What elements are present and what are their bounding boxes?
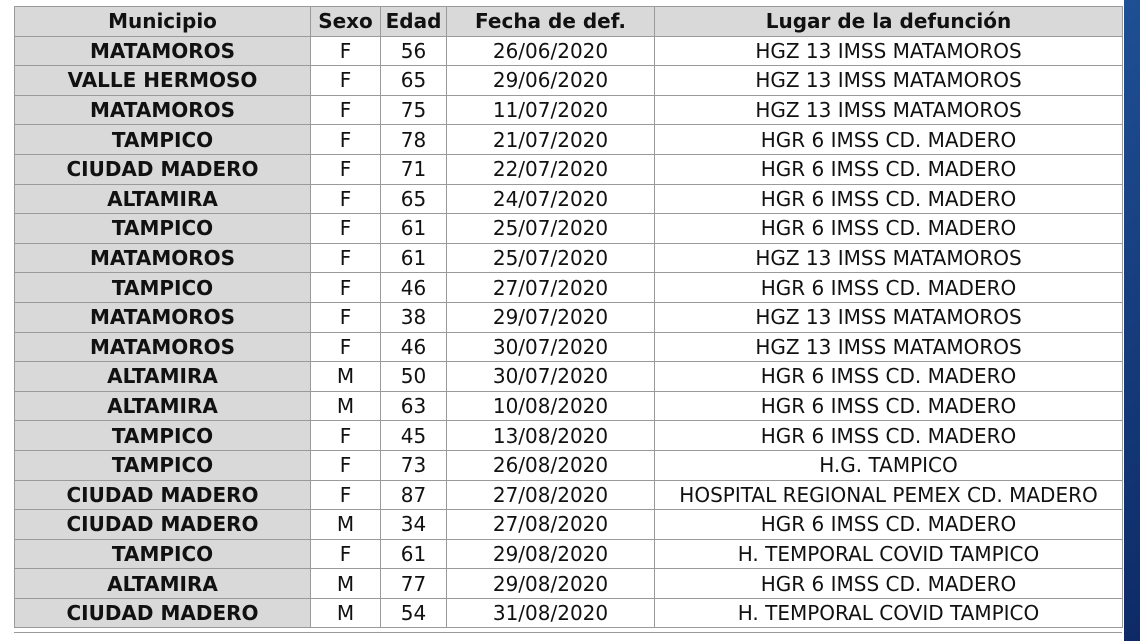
cell-edad: 63 [381,391,447,421]
cell-fecha: 30/07/2020 [447,332,655,362]
cell-edad: 61 [381,243,447,273]
table-row [15,125,1123,155]
cell-lugar: HGR 6 IMSS CD. MADERO [655,154,1123,184]
table-row [15,598,1123,628]
cell-fecha: 25/07/2020 [447,214,655,244]
header-fecha: Fecha de def. [447,7,655,37]
cell-edad: 77 [381,569,447,599]
cell-fecha: 22/07/2020 [447,154,655,184]
cell-municipio: TAMPICO [15,214,311,244]
cell-municipio: TAMPICO [15,450,311,480]
cell-municipio: CIUDAD MADERO [15,598,311,628]
cell-lugar: H.G. TAMPICO [655,450,1123,480]
cell-fecha: 27/08/2020 [447,510,655,540]
cell-sexo: M [311,510,381,540]
cell-municipio: MATAMOROS [15,95,311,125]
header-row [15,7,1123,37]
cell-fecha: 13/08/2020 [447,421,655,451]
cell-edad: 65 [381,184,447,214]
cell-edad: 71 [381,154,447,184]
cell-fecha: 29/08/2020 [447,569,655,599]
cell-lugar: HGR 6 IMSS CD. MADERO [655,362,1123,392]
cell-edad: 87 [381,480,447,510]
table-row [15,539,1123,569]
cell-sexo: F [311,95,381,125]
cell-sexo: F [311,332,381,362]
cell-fecha: 24/07/2020 [447,184,655,214]
cell-municipio: VALLE HERMOSO [15,66,311,96]
header-edad: Edad [381,7,447,37]
cell-fecha: 10/08/2020 [447,391,655,421]
cell-lugar: HGR 6 IMSS CD. MADERO [655,273,1123,303]
cell-sexo: M [311,598,381,628]
cell-municipio: TAMPICO [15,539,311,569]
table-row [15,66,1123,96]
table-row [15,95,1123,125]
cell-edad: 61 [381,214,447,244]
cell-fecha: 26/08/2020 [447,450,655,480]
table-row [15,362,1123,392]
cell-municipio: ALTAMIRA [15,391,311,421]
cell-lugar: HGZ 13 IMSS MATAMOROS [655,302,1123,332]
cell-lugar: HGR 6 IMSS CD. MADERO [655,569,1123,599]
table-row [15,421,1123,451]
cell-lugar: HGZ 13 IMSS MATAMOROS [655,243,1123,273]
cell-lugar: HOSPITAL REGIONAL PEMEX CD. MADERO [655,480,1123,510]
cell-edad: 46 [381,332,447,362]
table-row [15,510,1123,540]
cell-fecha: 29/06/2020 [447,66,655,96]
table-row [15,214,1123,244]
cell-sexo: M [311,391,381,421]
cell-sexo: M [311,569,381,599]
cell-fecha: 29/07/2020 [447,302,655,332]
cell-sexo: F [311,125,381,155]
header-municipio: Municipio [15,7,311,37]
cell-municipio: MATAMOROS [15,243,311,273]
cell-sexo: F [311,36,381,66]
cell-lugar: HGZ 13 IMSS MATAMOROS [655,95,1123,125]
cell-edad: 73 [381,450,447,480]
cell-lugar: HGR 6 IMSS CD. MADERO [655,184,1123,214]
cell-municipio: MATAMOROS [15,302,311,332]
cell-sexo: F [311,154,381,184]
deaths-table [14,6,1123,628]
table-bottom-border [14,632,1122,633]
cell-fecha: 30/07/2020 [447,362,655,392]
table-row [15,450,1123,480]
cell-municipio: ALTAMIRA [15,362,311,392]
cell-edad: 61 [381,539,447,569]
cell-lugar: HGR 6 IMSS CD. MADERO [655,391,1123,421]
table-row [15,569,1123,599]
cell-fecha: 11/07/2020 [447,95,655,125]
table-row [15,184,1123,214]
cell-sexo: F [311,421,381,451]
table-row [15,480,1123,510]
cell-lugar: HGR 6 IMSS CD. MADERO [655,214,1123,244]
cell-sexo: F [311,243,381,273]
table-row [15,154,1123,184]
cell-fecha: 27/07/2020 [447,273,655,303]
cell-edad: 56 [381,36,447,66]
cell-edad: 46 [381,273,447,303]
table-row [15,36,1123,66]
cell-municipio: MATAMOROS [15,36,311,66]
cell-municipio: CIUDAD MADERO [15,510,311,540]
cell-fecha: 27/08/2020 [447,480,655,510]
cell-lugar: HGZ 13 IMSS MATAMOROS [655,36,1123,66]
cell-edad: 75 [381,95,447,125]
cell-edad: 45 [381,421,447,451]
cell-sexo: F [311,214,381,244]
cell-sexo: F [311,273,381,303]
cell-municipio: ALTAMIRA [15,569,311,599]
cell-municipio: ALTAMIRA [15,184,311,214]
cell-sexo: F [311,66,381,96]
cell-sexo: F [311,450,381,480]
cell-lugar: HGR 6 IMSS CD. MADERO [655,125,1123,155]
cell-fecha: 25/07/2020 [447,243,655,273]
cell-edad: 38 [381,302,447,332]
cell-municipio: TAMPICO [15,273,311,303]
table-row [15,391,1123,421]
table-body [15,36,1123,628]
header-lugar: Lugar de la defunción [655,7,1123,37]
table-row [15,243,1123,273]
cell-edad: 34 [381,510,447,540]
cell-sexo: M [311,362,381,392]
cell-lugar: H. TEMPORAL COVID TAMPICO [655,598,1123,628]
cell-municipio: TAMPICO [15,125,311,155]
cell-municipio: CIUDAD MADERO [15,154,311,184]
table-row [15,332,1123,362]
table-row [15,273,1123,303]
cell-sexo: F [311,539,381,569]
header-sexo: Sexo [311,7,381,37]
cell-fecha: 31/08/2020 [447,598,655,628]
cell-edad: 65 [381,66,447,96]
cell-municipio: CIUDAD MADERO [15,480,311,510]
cell-fecha: 26/06/2020 [447,36,655,66]
cell-lugar: HGR 6 IMSS CD. MADERO [655,510,1123,540]
cell-lugar: HGZ 13 IMSS MATAMOROS [655,332,1123,362]
table-row [15,302,1123,332]
cell-lugar: HGZ 13 IMSS MATAMOROS [655,66,1123,96]
cell-municipio: TAMPICO [15,421,311,451]
cell-sexo: F [311,302,381,332]
cell-edad: 50 [381,362,447,392]
cell-fecha: 29/08/2020 [447,539,655,569]
cell-municipio: MATAMOROS [15,332,311,362]
cell-edad: 54 [381,598,447,628]
cell-edad: 78 [381,125,447,155]
cell-fecha: 21/07/2020 [447,125,655,155]
cell-sexo: F [311,480,381,510]
cell-lugar: HGR 6 IMSS CD. MADERO [655,421,1123,451]
cell-sexo: F [311,184,381,214]
cell-lugar: H. TEMPORAL COVID TAMPICO [655,539,1123,569]
